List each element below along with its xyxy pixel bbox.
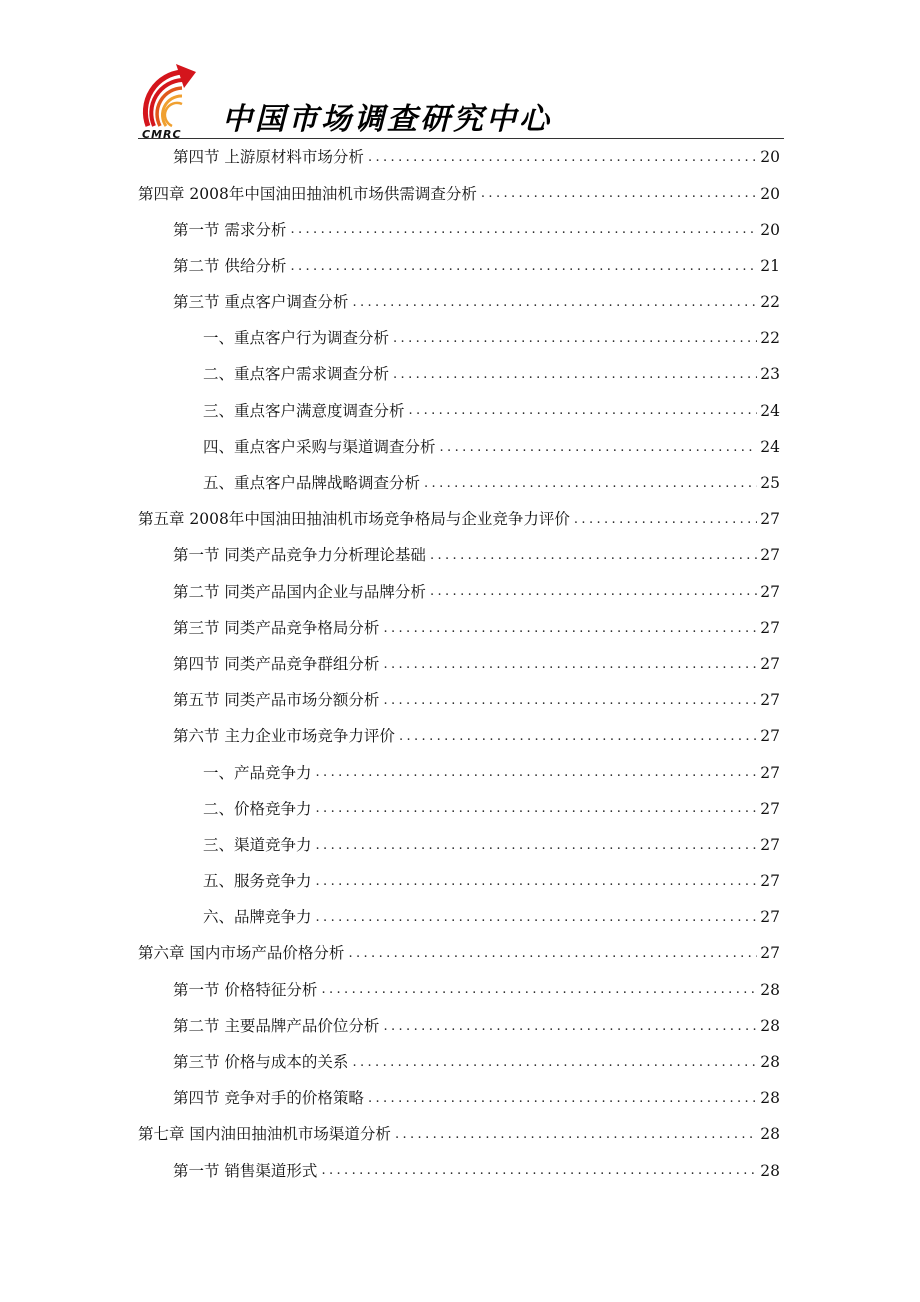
toc-entry-label: 第六章 国内市场产品价格分析 — [138, 944, 345, 963]
toc-entry-page: 28 — [760, 1053, 780, 1072]
toc-dot-leader — [321, 1165, 757, 1177]
toc-entry[interactable] — [138, 936, 780, 972]
toc-entry[interactable] — [138, 719, 780, 755]
toc-entry-label: 第三节 同类产品竞争格局分析 — [173, 618, 380, 637]
toc-entry-page: 28 — [760, 1016, 780, 1035]
toc-entry-page: 28 — [760, 1161, 780, 1180]
toc-entry-page: 28 — [760, 980, 780, 999]
toc-entry-label: 第二节 同类产品国内企业与品牌分析 — [173, 582, 426, 601]
toc-entry-label: 第五章 2008年中国油田抽油机市场竞争格局与企业竞争力评价 — [138, 510, 570, 529]
toc-entry[interactable] — [138, 972, 780, 1008]
toc-entry-page: 27 — [760, 654, 780, 673]
toc-entry-page: 28 — [760, 1089, 780, 1108]
toc-dot-leader — [481, 188, 757, 200]
toc-entry[interactable] — [138, 140, 780, 176]
toc-dot-leader — [383, 623, 757, 635]
toc-entry-page: 27 — [760, 727, 780, 746]
toc-entry[interactable] — [138, 755, 780, 791]
toc-dot-leader — [383, 695, 757, 707]
toc-dot-leader — [393, 369, 757, 381]
toc-dot-leader — [316, 912, 757, 924]
toc-entry-label: 第五节 同类产品市场分额分析 — [173, 691, 380, 710]
toc-entry[interactable] — [138, 321, 780, 357]
toc-entry-page: 27 — [760, 908, 780, 927]
toc-entry-label: 第四节 同类产品竞争群组分析 — [173, 654, 380, 673]
toc-dot-leader — [321, 984, 757, 996]
toc-entry-page: 27 — [760, 582, 780, 601]
toc-entry-page: 25 — [760, 474, 780, 493]
toc-entry-label: 第三节 重点客户调查分析 — [173, 293, 349, 312]
toc-entry-page: 22 — [760, 329, 780, 348]
toc-entry-page: 27 — [760, 835, 780, 854]
toc-entry-label: 第一节 需求分析 — [173, 220, 287, 239]
toc-entry[interactable] — [138, 249, 780, 285]
toc-entry-label: 五、重点客户品牌战略调查分析 — [203, 474, 421, 493]
toc-dot-leader — [368, 1093, 757, 1105]
toc-dot-leader — [316, 803, 757, 815]
toc-entry[interactable] — [138, 864, 780, 900]
toc-dot-leader — [316, 876, 757, 888]
brand-name: 中国市场调查研究中心 — [222, 102, 552, 137]
toc-dot-leader — [290, 224, 757, 236]
toc-entry-page: 23 — [760, 365, 780, 384]
toc-dot-leader — [395, 1129, 757, 1141]
toc-dot-leader — [574, 514, 757, 526]
toc-entry-page: 20 — [760, 148, 780, 167]
toc-dot-leader — [424, 478, 757, 490]
toc-dot-leader — [352, 1057, 757, 1069]
toc-entry-label: 五、服务竞争力 — [203, 872, 312, 891]
toc-entry-page: 20 — [760, 184, 780, 203]
cmrc-logo — [138, 62, 202, 141]
toc-entry[interactable] — [138, 176, 780, 212]
toc-entry[interactable] — [138, 791, 780, 827]
toc-entry-label: 一、重点客户行为调查分析 — [203, 329, 390, 348]
toc-dot-leader — [393, 333, 757, 345]
toc-dot-leader — [348, 948, 757, 960]
toc-entry-label: 第一节 价格特征分析 — [173, 980, 318, 999]
cmrc-logo-icon — [138, 62, 202, 132]
toc-dot-leader — [383, 659, 757, 671]
toc-entry-label: 第六节 主力企业市场竞争力评价 — [173, 727, 395, 746]
toc-entry-label: 二、价格竞争力 — [203, 799, 312, 818]
toc-entry-page: 21 — [760, 256, 780, 275]
toc-entry-page: 27 — [760, 799, 780, 818]
toc-entry-page: 22 — [760, 293, 780, 312]
toc-entry-page: 27 — [760, 872, 780, 891]
toc-entry-page: 27 — [760, 944, 780, 963]
toc-dot-leader — [430, 586, 757, 598]
toc-entry-page: 27 — [760, 618, 780, 637]
toc-entry-label: 一、产品竞争力 — [203, 763, 312, 782]
toc-entry-page: 27 — [760, 510, 780, 529]
toc-entry-label: 六、品牌竞争力 — [203, 908, 312, 927]
toc-entry-page: 27 — [760, 546, 780, 565]
toc-entry[interactable] — [138, 502, 780, 538]
toc-dot-leader — [316, 767, 757, 779]
toc-entry-label: 四、重点客户采购与渠道调查分析 — [203, 437, 436, 456]
toc-entry[interactable] — [138, 1009, 780, 1045]
toc-entry[interactable] — [138, 430, 780, 466]
toc-dot-leader — [290, 261, 757, 273]
toc-entry[interactable] — [138, 1117, 780, 1153]
toc-dot-leader — [440, 442, 757, 454]
toc-entry[interactable] — [138, 683, 780, 719]
toc-entry[interactable] — [138, 647, 780, 683]
toc-entry-label: 第三节 价格与成本的关系 — [173, 1053, 349, 1072]
toc-entry[interactable] — [138, 212, 780, 248]
toc-entry-page: 24 — [760, 437, 780, 456]
toc-dot-leader — [352, 297, 757, 309]
toc-entry[interactable] — [138, 285, 780, 321]
toc-entry[interactable] — [138, 1045, 780, 1081]
toc-dot-leader — [399, 731, 757, 743]
toc-entry[interactable] — [138, 900, 780, 936]
toc-entry-label: 三、重点客户满意度调查分析 — [203, 401, 405, 420]
toc-entry-label: 第四节 竞争对手的价格策略 — [173, 1089, 364, 1108]
toc-entry-label: 第七章 国内油田抽油机市场渠道分析 — [138, 1125, 391, 1144]
toc-entry[interactable] — [138, 828, 780, 864]
toc-dot-leader — [383, 1021, 757, 1033]
toc-entry[interactable] — [138, 574, 780, 610]
toc-entry-label: 三、渠道竞争力 — [203, 835, 312, 854]
toc-entry-page: 27 — [760, 691, 780, 710]
header-rule — [138, 138, 784, 139]
toc-entry-label: 第四章 2008年中国油田抽油机市场供需调查分析 — [138, 184, 477, 203]
toc-entry[interactable] — [138, 466, 780, 502]
toc-entry-page: 24 — [760, 401, 780, 420]
toc-entry[interactable] — [138, 610, 780, 646]
page-header — [138, 58, 784, 140]
toc-entry-label: 第四节 上游原材料市场分析 — [173, 148, 364, 167]
toc-entry-label: 第二节 主要品牌产品价位分析 — [173, 1016, 380, 1035]
toc-entry-page: 20 — [760, 220, 780, 239]
toc-dot-leader — [430, 550, 757, 562]
toc-entry[interactable] — [138, 393, 780, 429]
toc-dot-leader — [316, 840, 757, 852]
toc-entry[interactable] — [138, 538, 780, 574]
toc-entry-page: 27 — [760, 763, 780, 782]
toc-entry-page: 28 — [760, 1125, 780, 1144]
toc-entry[interactable] — [138, 1081, 780, 1117]
toc-entry-label: 第二节 供给分析 — [173, 256, 287, 275]
toc-entry-label: 二、重点客户需求调查分析 — [203, 365, 390, 384]
toc-entry[interactable] — [138, 1153, 780, 1189]
logo-text: CMRC — [142, 128, 182, 141]
toc-dot-leader — [368, 152, 757, 164]
toc-entry-label: 第一节 同类产品竞争力分析理论基础 — [173, 546, 426, 565]
toc-dot-leader — [409, 405, 757, 417]
toc-entry[interactable] — [138, 357, 780, 393]
toc-entry-label: 第一节 销售渠道形式 — [173, 1161, 318, 1180]
table-of-contents — [138, 140, 780, 1189]
